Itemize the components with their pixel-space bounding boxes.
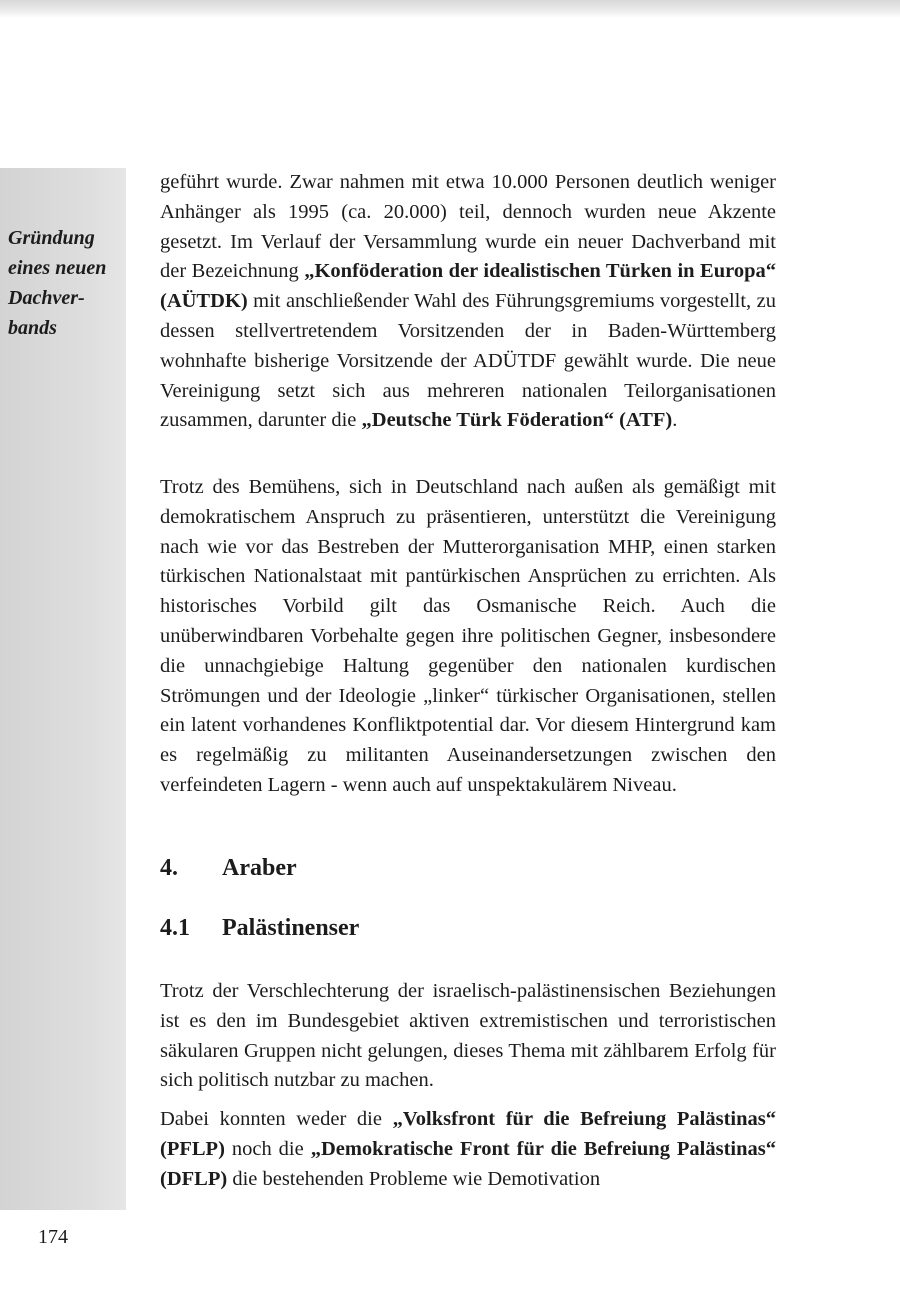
margin-note-line: eines neuen [8, 257, 107, 279]
section-title: Araber [222, 855, 297, 881]
paragraph-text: geführt wurde. Zwar nahmen mit etwa 10.000 Personen deutlich weniger Anhänger als 1995 (ca. 20.000) teil, dennoch wurden neue Akzente gesetzt. Im Verlauf der Versammlung wurde ein neuer Dachverband mit der Bezeichnung [160, 171, 776, 283]
page-number: 174 [38, 1226, 68, 1248]
paragraph-text: mit anschließender Wahl des Führungsgremiums vorgestellt, zu dessen stellvertretendem Vorsitzenden der in Baden-Württemberg wohnhafte bisherige Vorsitzende der ADÜTDF gewählt wurde. Die neue Vereinigung setzt sich aus mehreren nationalen Teilorganisationen zusammen, darunter die [160, 290, 776, 432]
organization-name-bold: „Deutsche Türk Föderation“ (ATF) [361, 409, 673, 432]
paragraph-1 [160, 168, 776, 436]
subsection-number: 4.1 [160, 915, 190, 941]
paragraph-text: die bestehenden Probleme wie Demotivation [227, 1167, 601, 1190]
paragraph-4 [160, 1105, 776, 1194]
paragraph-3: Trotz der Verschlechterung der israelisch-palästinensischen Beziehungen ist es den im Bundesgebiet aktiven extremistischen und terroristischen säkularen Gruppen nicht gelungen, dieses Thema mit zählbarem Erfolg für sich politisch nutzbar zu machen. [160, 980, 776, 1092]
organization-name-bold: „Demokratische Front für die Befreiung Palästinas“ (DFLP) [160, 1137, 776, 1190]
subsection-heading [160, 915, 359, 942]
paragraph-text: Dabei konnten weder die [160, 1108, 393, 1130]
subsection-title: Palästinenser [222, 915, 360, 941]
margin-note-line: bands [8, 317, 57, 339]
paragraph-text: . [672, 409, 678, 432]
organization-name-bold: „Konföderation der idealistischen Türken in Europa“ (AÜTDK) [160, 260, 776, 313]
margin-note-line: Gründung [8, 227, 95, 249]
margin-note-line: Dachver- [8, 287, 85, 309]
scan-top-shadow [0, 0, 900, 18]
paragraph-text: noch die [224, 1137, 311, 1160]
organization-name-bold: „Volksfront für die Befreiung Palästinas“ (PFLP) [160, 1108, 776, 1160]
section-heading [160, 855, 297, 882]
margin-note [8, 223, 124, 343]
section-number: 4. [160, 855, 178, 881]
paragraph-2: Trotz des Bemühens, sich in Deutschland nach außen als gemäßigt mit demokratischem Anspruch zu präsentieren, unterstützt die Vereinigung nach wie vor das Bestreben der Mutterorganisation MHP, einen starken türkischen Nationalstaat mit pantürkischen Ansprüchen zu errichten. Als historisches Vorbild gilt das Osmanische Reich. Auch die unüberwindbaren Vorbehalte gegen ihre politischen Gegner, insbesondere die unnachgiebige Haltung gegenüber den nationalen kurdischen Strömungen und der Ideologie „linker“ türkischer Organisationen, stellen ein latent vorhandenes Konfliktpotential dar. Vor diesem Hintergrund kam es regelmäßig zu militanten Auseinandersetzungen zwischen den verfeindeten Lagern - wenn auch auf unspektakulärem Niveau. [160, 476, 776, 796]
